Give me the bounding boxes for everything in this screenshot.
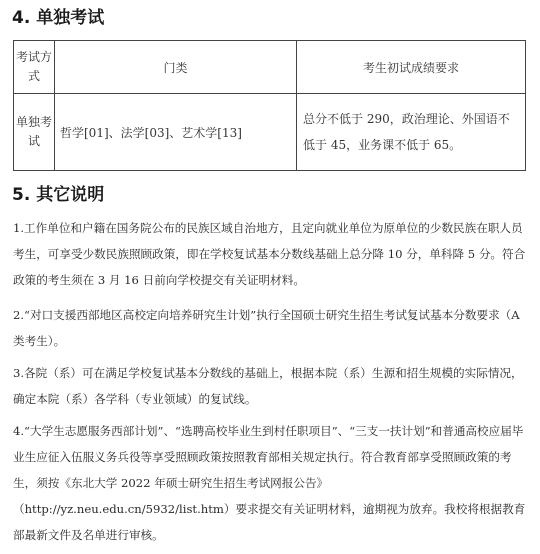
cell-category: 哲学[01]、法学[03]、艺术学[13] [55, 94, 297, 171]
note-paragraph-3: 3.各院（系）可在满足学校复试基本分数线的基础上，根据本院（系）生源和招生规模的实际情况，确定本院（系）各学科（专业领域）的复试线。 [13, 366, 523, 406]
header-category: 门类 [55, 41, 297, 94]
note-paragraph-2: 2.“对口支援西部地区高校定向培养研究生计划”执行全国硕士研究生招生考试复试基本分数要求（A 类考生）。 [13, 308, 520, 348]
cell-exam-type: 单独考试 [14, 94, 55, 171]
score-requirements-table [13, 40, 526, 171]
header-score-requirement: 考生初试成绩要求 [297, 41, 526, 94]
cell-score-requirement: 总分不低于 290，政治理论、外国语不低于 45，业务课不低于 65。 [297, 94, 526, 171]
table-header-row [14, 41, 526, 94]
section-title-individual-exam: 4. 单独考试 [12, 8, 105, 28]
section-title-other-notes: 5. 其它说明 [12, 185, 105, 205]
table-row [14, 94, 526, 171]
header-exam-type: 考试方式 [14, 41, 55, 94]
note-paragraph-1: 1.工作单位和户籍在国务院公布的民族区域自治地方，且定向就业单位为原单位的少数民族在职人员考生，可享受少数民族照顾政策，即在学校复试基本分数线基础上总分降 10 分，单科降 5 分。符合政策的考生须在 3 月 16 日前向学校提交有关证明材料。 [13, 221, 526, 287]
note-paragraph-4: 4.“大学生志愿服务西部计划”、“选聘高校毕业生到村任职项目”、“三支一扶计划”和普通高校应届毕业生应征入伍服义务兵役等享受照顾政策按照教育部相关规定执行。符合教育部享受照顾政策的考生，须按《东北大学 2022 年硕士研究生招生考试网报公告》（http://yz.neu.edu.cn/5932/list.htm）要求提交有关证明材料，逾期视为放弃。我校将根据教育部最新文件及名单进行审核。 [13, 424, 526, 542]
